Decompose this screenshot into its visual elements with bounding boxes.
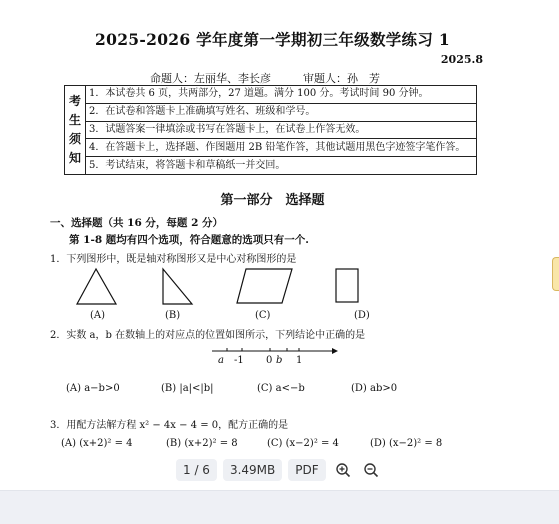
notice-item: 5．考试结束，将答题卡和草稿纸一并交回。 [86,157,477,175]
notice-header-char: 须 [68,132,81,146]
parallelogram-figure [237,269,292,303]
author-label: 命题人：左丽华、李长彦 [150,72,271,85]
axis-label-a: a [218,355,224,366]
zoom-in-icon[interactable] [332,459,354,481]
file-size: 3.49MB [223,459,282,481]
zoom-out-icon[interactable] [360,459,382,481]
authors-line [150,70,380,86]
notice-header-char: 生 [68,113,81,127]
q2-option-b: (B) |a|<|b| [161,383,214,394]
notice-item: 2．在试卷和答题卡上准确填写姓名、班级和学号。 [86,103,477,121]
q3-option-c: (C) (x−2)² = 4 [267,438,339,449]
file-format: PDF [288,459,325,481]
document-date: 2025.8 [440,53,483,66]
rectangle-figure [336,269,358,302]
axis-label-0: 0 [266,355,273,366]
viewer-toolbar [176,458,382,482]
q2-option-c: (C) a<−b [257,383,305,394]
notice-header-char: 考 [68,94,81,108]
q3-option-a: (A) (x+2)² = 4 [61,438,133,449]
q1-label-d: (D) [354,310,370,321]
reviewer-label: 审题人：孙 芳 [303,72,380,85]
document-title: 2025-2026 学年度第一学期初三年级数学练习 1 [95,30,450,49]
notice-header [65,86,86,175]
axis-label-1: 1 [296,355,303,366]
notice-header-char: 知 [68,151,81,165]
section-title: 一、选择题（共 16 分，每题 2 分） [50,217,224,229]
notice-item: 4．在答题卡上，选择题、作图题用 2B 铅笔作答，其他试题用黑色字迹签字笔作答。 [86,139,477,157]
notice-item: 1．本试卷共 6 页，共两部分，27 道题。满分 100 分。考试时间 90 分钟。 [86,86,477,104]
viewer-footer [0,490,559,524]
section-note: 第 1-8 题均有四个选项，符合题意的选项只有一个. [69,234,309,246]
q1-stem: 1．下列图形中，既是轴对称图形又是中心对称图形的是 [50,254,297,265]
q1-figures [74,266,374,308]
number-line [210,344,340,356]
q1-label-a: (A) [90,310,106,321]
q3-option-b: (B) (x+2)² = 8 [166,438,238,449]
q2-option-d: (D) ab>0 [351,383,398,394]
q2-stem: 2．实数 a，b 在数轴上的对应点的位置如图所示，下列结论中正确的是 [50,330,366,341]
part-title: 第一部分 选择题 [220,193,325,208]
side-panel-tab[interactable] [552,257,559,291]
q1-label-b: (B) [165,310,181,321]
q3-stem: 3．用配方法解方程 x² − 4x − 4 = 0，配方正确的是 [50,420,289,431]
q3-option-d: (D) (x−2)² = 8 [370,438,443,449]
page-indicator: 1 / 6 [176,459,217,481]
q1-label-c: (C) [255,310,271,321]
exam-notice-table [64,85,477,175]
notice-item: 3．试题答案一律填涂或书写在答题卡上，在试卷上作答无效。 [86,121,477,139]
triangle-figure [77,269,116,304]
right-triangle-figure [163,269,192,304]
axis-label-b: b [276,355,283,366]
axis-label-neg1: -1 [234,355,244,366]
q2-option-a: (A) a−b>0 [66,383,120,394]
